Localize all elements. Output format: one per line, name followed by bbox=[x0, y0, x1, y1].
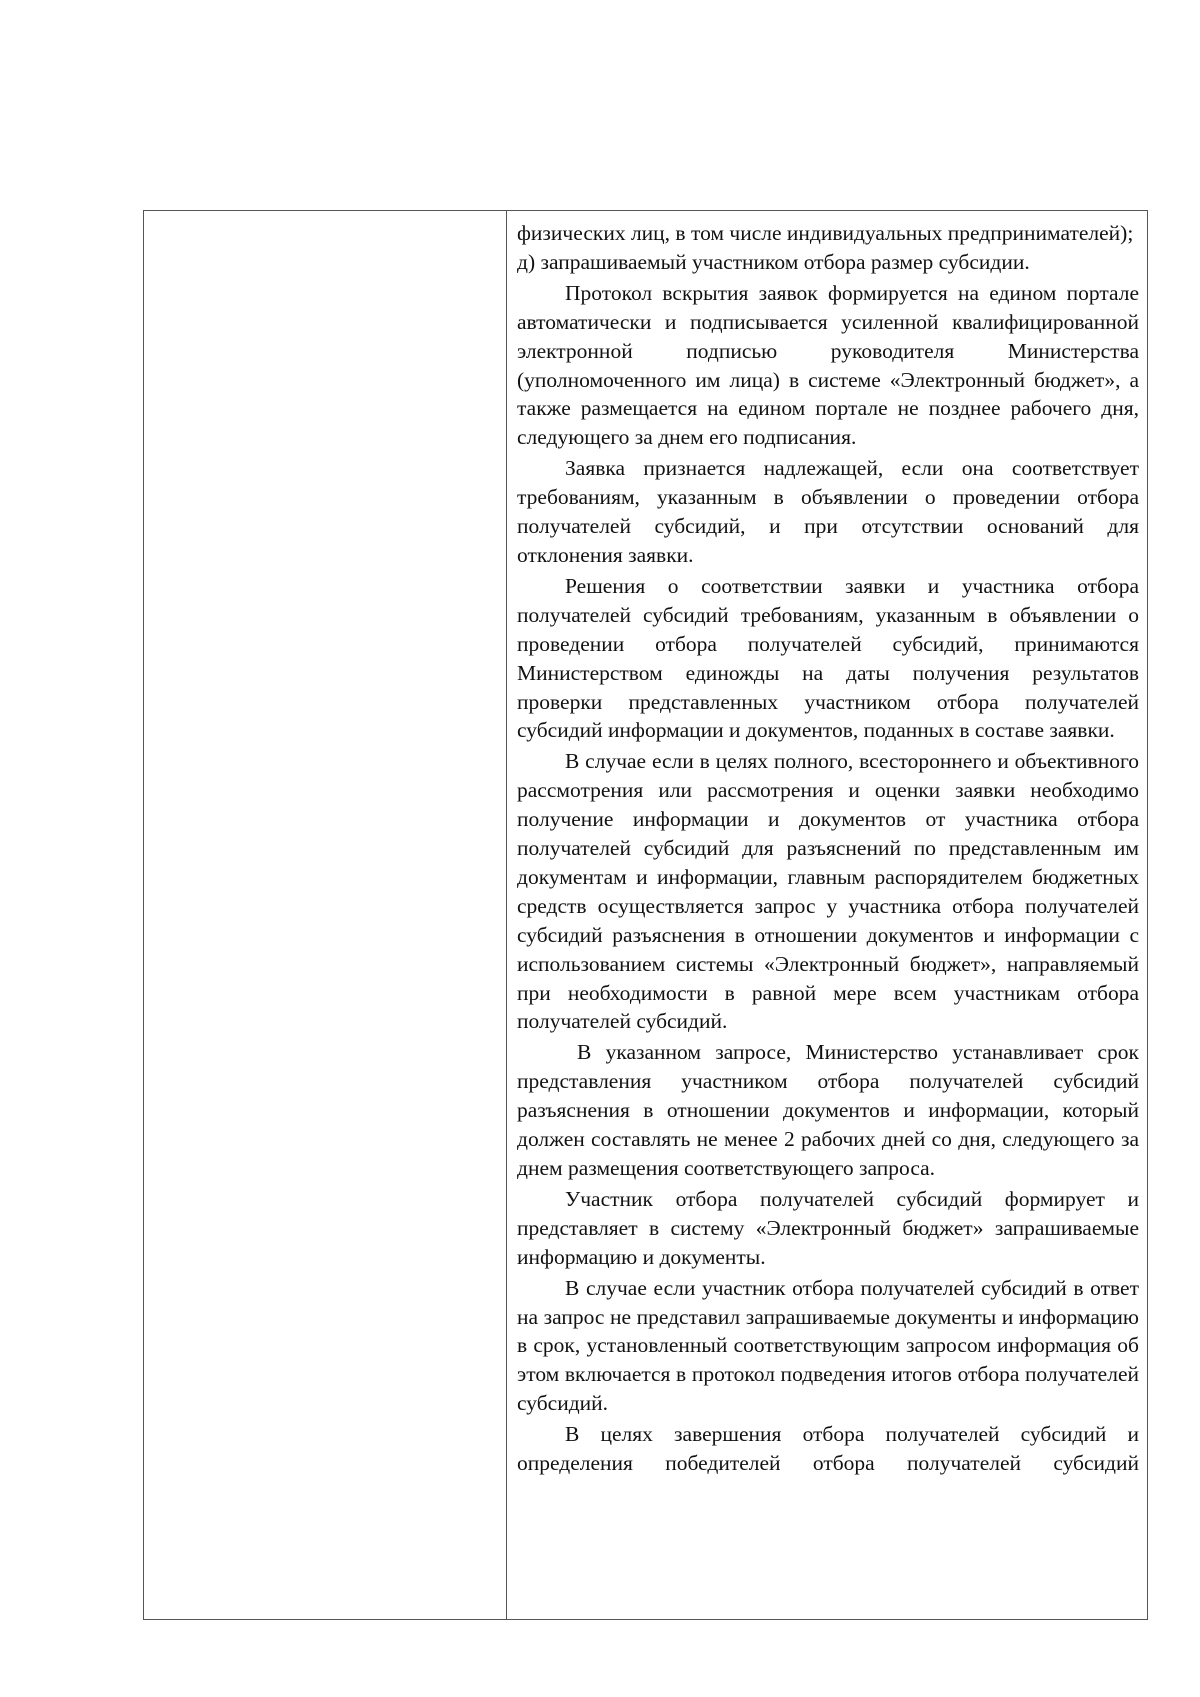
paragraph-request-info: В случае если в целях полного, всестороннего и объективного рассмотрения или рассмотрения и оценки заявки необходимо получение информации и документов от участника отбора получателей субсидий для разъяснений по представленным им документам и информации, главным распорядителем бюджетных средств осуществляется запрос у участника отбора получателей субсидий разъяснения в отношении документов и информации с использованием системы «Электронный бюджет», направляемый при необходимости в равной мере всем участникам отбора получателей субсидий. bbox=[517, 749, 1139, 1034]
paragraph-application-proper: Заявка признается надлежащей, если она соответствует требованиям, указанным в объявлении о проведении отбора получателей субсидий, и при отсутствии оснований для отклонения заявки. bbox=[517, 456, 1139, 567]
paragraph-not-submitted: В случае если участник отбора получателей субсидий в ответ на запрос не представил запрашиваемые документы и информацию в срок, установленный соответствующим запросом информация об этом включается в протокол подведения итогов отбора получателей субсидий. bbox=[517, 1275, 1139, 1416]
paragraph-continuation: физических лиц, в том числе индивидуальных предпринимателей); bbox=[517, 221, 1134, 245]
document-table bbox=[143, 210, 1148, 1620]
paragraph-participant-submits: Участник отбора получателей субсидий формирует и представляет в систему «Электронный бюджет» запрашиваемые информацию и документы. bbox=[517, 1186, 1139, 1269]
table-left-column bbox=[144, 211, 507, 1619]
paragraph-item-d: д) запрашиваемый участником отбора размер субсидии. bbox=[517, 249, 1030, 274]
paragraph-protocol: Протокол вскрытия заявок формируется на едином портале автоматически и подписывается усиленной квалифицированной электронной подписью руководителя Министерства (уполномоченного им лица) в системе «Электронный бюджет», а также размещается на едином портале не позднее рабочего дня, следующего за днем его подписания. bbox=[517, 280, 1139, 450]
paragraph-decisions: Решения о соответствии заявки и участника отбора получателей субсидий требованиям, указанным в объявлении о проведении отбора получателей субсидий, принимаются Министерством единожды на даты получения результатов проверки представленных участником отбора получателей субсидий информации и документов, поданных в составе заявки. bbox=[517, 573, 1139, 743]
table-right-column bbox=[507, 211, 1147, 1619]
paragraph-completion: В целях завершения отбора получателей субсидий и определения победителей отбора получателей субсидий bbox=[517, 1422, 1139, 1476]
paragraph-request-deadline: В указанном запросе, Министерство устанавливает срок представления участником отбора получателей субсидий разъяснения в отношении документов и информации, который должен составлять не менее 2 рабочих дней со дня, следующего за днем размещения соответствующего запроса. bbox=[517, 1040, 1139, 1180]
